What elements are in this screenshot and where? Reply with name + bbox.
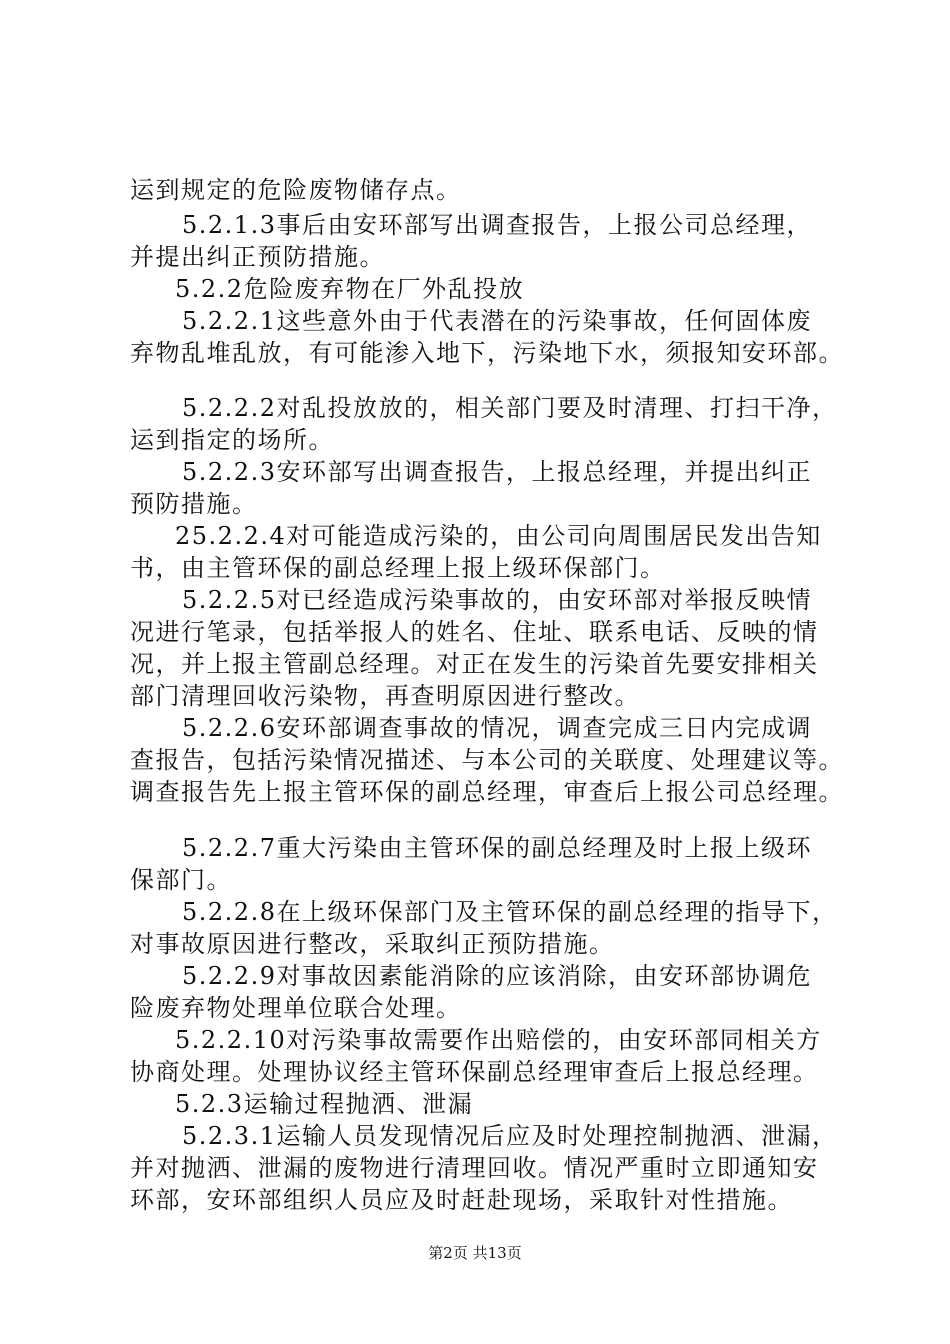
text-line: 并提出纠正预防措施。 xyxy=(130,243,385,271)
text-line: 调查报告先上报主管环保的副总经理，审查后上报公司总经理。 xyxy=(130,778,844,806)
text-line: 5.2.1.3事后由安环部写出调查报告，上报公司总经理， xyxy=(182,211,812,239)
text-line: 书，由主管环保的副总经理上报上级环保部门。 xyxy=(130,554,666,582)
text-line: 弃物乱堆乱放，有可能渗入地下，污染地下水，须报知安环部。 xyxy=(130,339,844,367)
section-heading: 5.2.2危险废弃物在厂外乱投放 xyxy=(175,275,525,303)
text-line: 5.2.2.8在上级环保部门及主管环保的副总经理的指导下， xyxy=(182,898,838,926)
text-line: 5.2.2.10对污染事故需要作出赔偿的，由安环部同相关方 xyxy=(175,1026,822,1054)
text-line: 保部门。 xyxy=(130,866,232,894)
text-line: 并对抛洒、泄漏的废物进行清理回收。情况严重时立即通知安 xyxy=(130,1154,819,1182)
text-line: 5.2.3.1运输人员发现情况后应及时处理控制抛洒、泄漏， xyxy=(182,1122,838,1150)
text-line: 5.2.2.3安环部写出调查报告，上报总经理，并提出纠正 xyxy=(182,458,812,486)
text-line: 5.2.2.2对乱投放放的，相关部门要及时清理、打扫干净， xyxy=(182,394,838,422)
text-line: 协商处理。处理协议经主管环保副总经理审查后上报总经理。 xyxy=(130,1058,819,1086)
text-line: 5.2.2.5对已经造成污染事故的，由安环部对举报反映情 xyxy=(182,586,812,614)
text-line: 5.2.2.1这些意外由于代表潜在的污染事故，任何固体废 xyxy=(182,307,812,335)
text-line: 运到规定的危险废物储存点。 xyxy=(130,176,462,204)
text-line: 运到指定的场所。 xyxy=(130,426,334,454)
text-line: 环部，安环部组织人员应及时赶赴现场，采取针对性措施。 xyxy=(130,1186,793,1214)
text-line: 况，并上报主管副总经理。对正在发生的污染首先要安排相关 xyxy=(130,650,819,678)
text-line: 查报告，包括污染情况描述、与本公司的关联度、处理建议等。 xyxy=(130,746,844,774)
text-line: 预防措施。 xyxy=(130,490,258,518)
text-line: 5.2.2.7重大污染由主管环保的副总经理及时上报上级环 xyxy=(182,834,812,862)
section-heading: 5.2.3运输过程抛洒、泄漏 xyxy=(175,1090,474,1118)
text-line: 险废弃物处理单位联合处理。 xyxy=(130,994,462,1022)
text-line: 况进行笔录，包括举报人的姓名、住址、联系电话、反映的情 xyxy=(130,618,819,646)
text-line: 5.2.2.9对事故因素能消除的应该消除，由安环部协调危 xyxy=(182,962,812,990)
text-line: 25.2.2.4对可能造成污染的，由公司向周围居民发出告知 xyxy=(175,522,822,550)
text-line: 部门清理回收污染物，再查明原因进行整改。 xyxy=(130,682,640,710)
text-line: 对事故原因进行整改，采取纠正预防措施。 xyxy=(130,930,615,958)
text-line: 5.2.2.6安环部调查事故的情况，调查完成三日内完成调 xyxy=(182,714,812,742)
page-number-footer: 第2页 共13页 xyxy=(428,1244,522,1262)
